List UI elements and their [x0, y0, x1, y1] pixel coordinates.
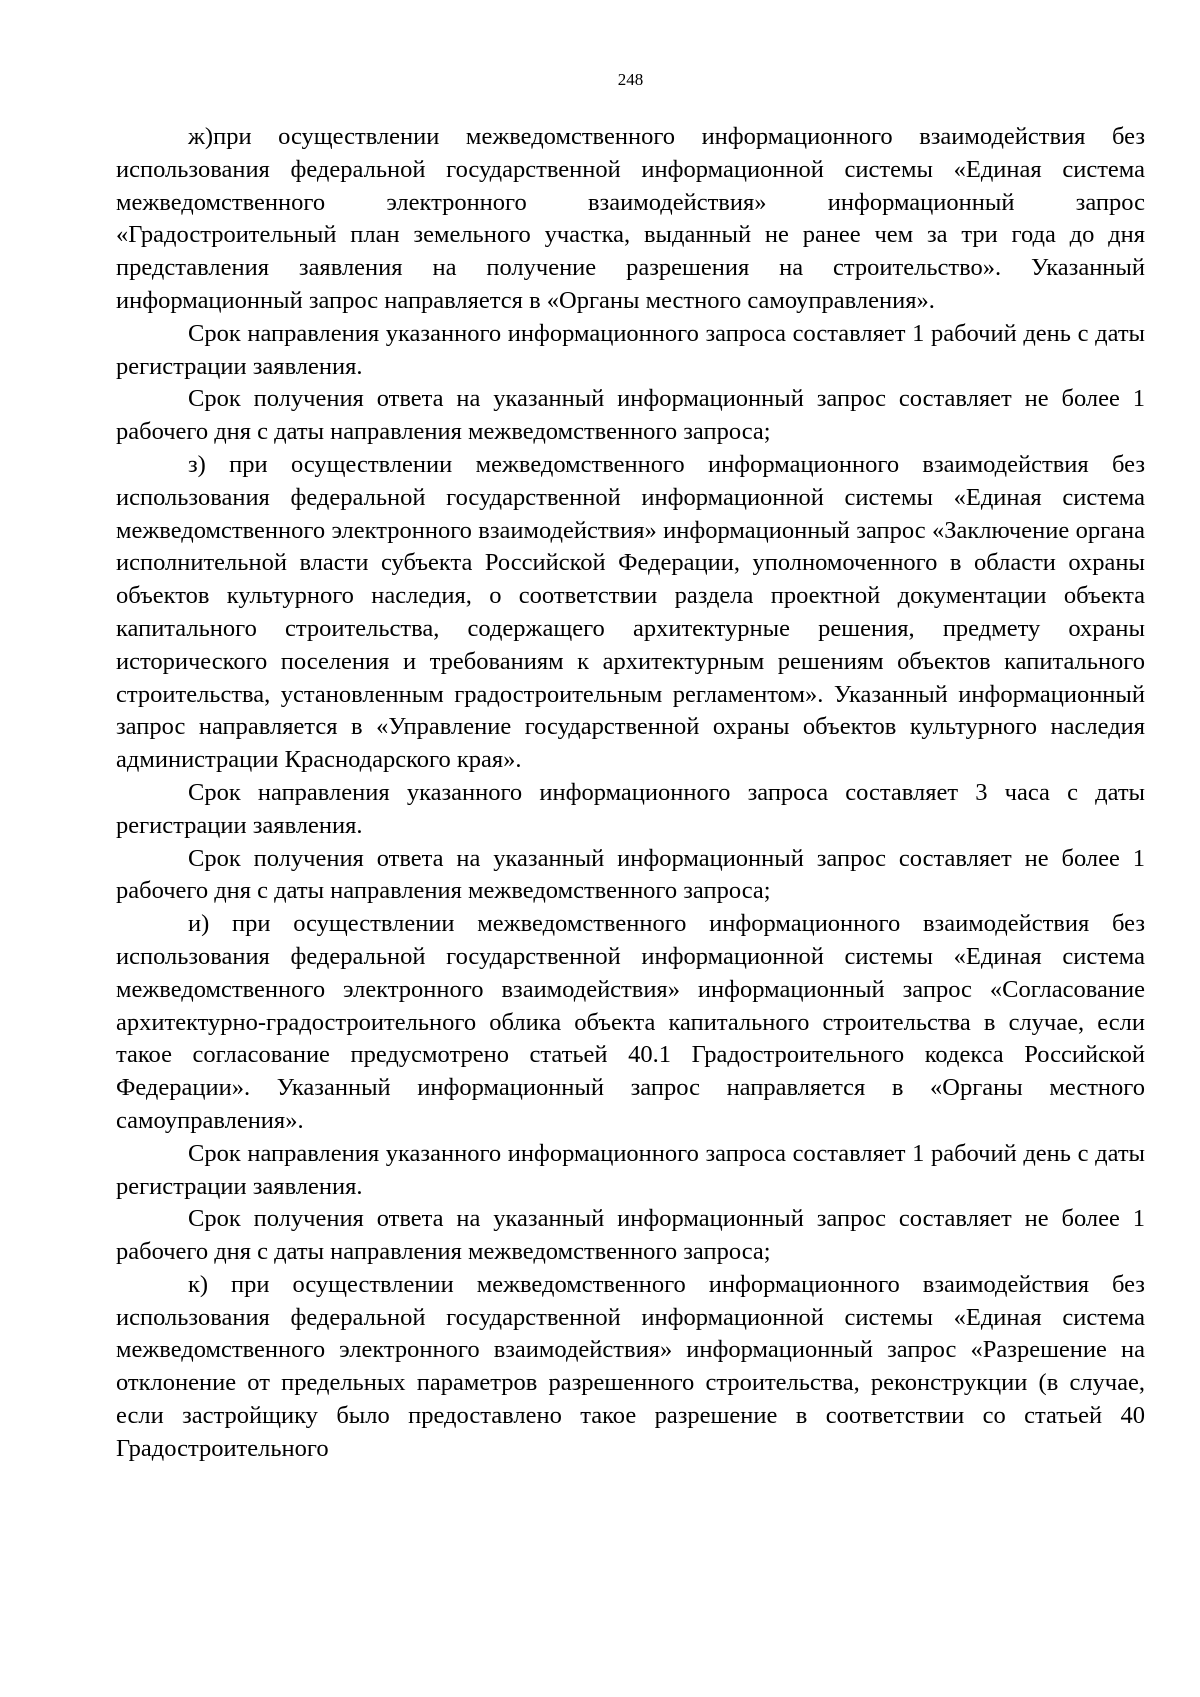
paragraph-zh: ж)при осуществлении межведомственного информационного взаимодействия без использования федеральной государственной информационной системы «Единая система межведомственного электронного взаимодействия» информационный запрос «Градостроительный план земельного участка, выданный не ранее чем за три года до дня представления заявления на получение разрешения на строительство». Указанный информационный запрос направляется в «Органы местного самоуправления». — [116, 123, 1145, 314]
paragraph-response-deadline: Срок получения ответа на указанный информационный запрос составляет не более 1 рабочего дня с даты направления межведомственного запроса; — [116, 1205, 1145, 1266]
paragraph-z: з) при осуществлении межведомственного информационного взаимодействия без использования федеральной государственной информационной системы «Единая система межведомственного электронного взаимодействия» информационный запрос «Заключение органа исполнительной власти субъекта Российской Федерации, уполномоченного в области охраны объектов культурного наследия, о соответствии раздела проектной документации объекта капитального строительства, содержащего архитектурные решения, предмету охраны исторического поселения и требованиям к архитектурным решениям объектов капитального строительства, установленным градостроительным регламентом». Указанный информационный запрос направляется в «Управление государственной охраны объектов культурного наследия администрации Краснодарского края». — [116, 450, 1145, 774]
paragraph-k: к) при осуществлении межведомственного информационного взаимодействия без использования федеральной государственной информационной системы «Единая система межведомственного электронного взаимодействия» информационный запрос «Разрешение на отклонение от предельных параметров разрешенного строительства, реконструкции (в случае, если застройщику было предоставлено такое разрешение в соответствии со статьей 40 Градостроительного — [116, 1270, 1145, 1462]
paragraph-response-deadline: Срок получения ответа на указанный информационный запрос составляет не более 1 рабочего дня с даты направления межведомственного запроса; — [116, 385, 1145, 446]
paragraph-request-deadline: Срок направления указанного информационного запроса составляет 3 часа с даты регистрации заявления. — [116, 778, 1145, 839]
page-number: 248 — [617, 70, 644, 89]
paragraph-i: и) при осуществлении межведомственного информационного взаимодействия без использования федеральной государственной информационной системы «Единая система межведомственного электронного взаимодействия» информационный запрос «Согласование архитектурно-градостроительного облика объекта капитального строительства в случае, если такое согласование предусмотрено статьей 40.1 Градостроительного кодекса Российской Федерации». Указанный информационный запрос направляется в «Органы местного самоуправления». — [116, 910, 1145, 1134]
paragraph-request-deadline: Срок направления указанного информационного запроса составляет 1 рабочий день с даты регистрации заявления. — [116, 319, 1145, 380]
paragraph-response-deadline: Срок получения ответа на указанный информационный запрос составляет не более 1 рабочего дня с даты направления межведомственного запроса; — [116, 844, 1145, 905]
document-body — [116, 121, 1145, 1466]
paragraph-request-deadline: Срок направления указанного информационного запроса составляет 1 рабочий день с даты регистрации заявления. — [116, 1139, 1145, 1200]
